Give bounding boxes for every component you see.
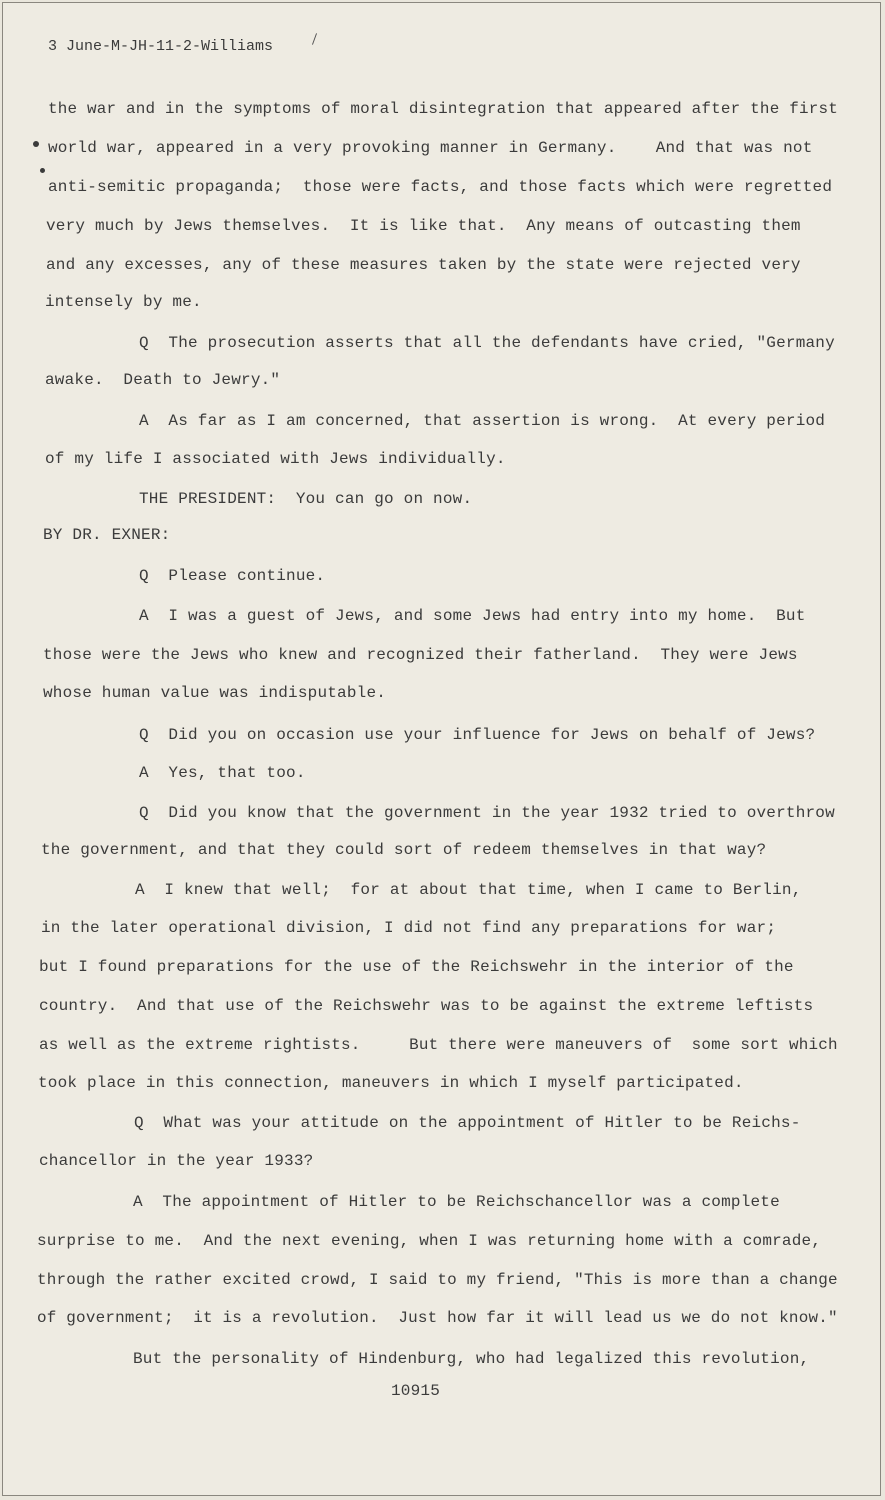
page-header: 3 June-M-JH-11-2-Williams [48,38,274,55]
text-line: intensely by me. [45,293,202,311]
text-line: very much by Jews themselves. It is like that. Any means of outcasting them [46,217,801,235]
text-line: as well as the extreme rightists. But there were maneuvers of some sort which [39,1036,838,1054]
text-line: surprise to me. And the next evening, when I was returning home with a comrade, [37,1232,822,1250]
text-line: whose human value was indisputable. [43,684,387,702]
text-line: country. And that use of the Reichswehr was to be against the extreme leftists [39,997,814,1015]
president-line: THE PRESIDENT: You can go on now. [139,490,473,508]
text-line: those were the Jews who knew and recognized their fatherland. They were Jews [43,646,798,664]
question-line: Q What was your attitude on the appointment of Hitler to be Reichs- [134,1114,801,1132]
text-line: took place in this connection, maneuvers in which I myself participated. [38,1074,744,1092]
page-number: 10915 [391,1382,441,1400]
answer-line: A Yes, that too. [139,764,306,782]
text-line: through the rather excited crowd, I said to my friend, "This is more than a change [37,1271,838,1289]
text-line: of my life I associated with Jews individually. [45,450,506,468]
text-line: world war, appeared in a very provoking manner in Germany. And that was not [48,139,813,157]
text-line: the war and in the symptoms of moral disintegration that appeared after the first [48,100,838,118]
text-line: but I found preparations for the use of the Reichswehr in the interior of the [39,958,794,976]
question-line: Q The prosecution asserts that all the defendants have cried, "Germany [139,334,835,352]
question-line: Q Please continue. [139,567,326,585]
answer-line: A I was a guest of Jews, and some Jews had entry into my home. But [139,607,806,625]
document-page [2,2,881,1496]
text-line: But the personality of Hindenburg, who had legalized this revolution, [133,1350,810,1368]
text-line: awake. Death to Jewry." [45,371,281,389]
question-line: Q Did you know that the government in the year 1932 tried to overthrow [139,804,835,822]
answer-line: A The appointment of Hitler to be Reichschancellor was a complete [133,1193,780,1211]
text-line: the government, and that they could sort of redeem themselves in that way? [41,841,767,859]
text-line: chancellor in the year 1933? [39,1152,314,1170]
answer-line: A I knew that well; for at about that time, when I came to Berlin, [135,881,802,899]
margin-dot-mark [33,141,39,147]
speaker-line: BY DR. EXNER: [43,526,171,544]
text-line: in the later operational division, I did not find any preparations for war; [41,919,777,937]
text-line: and any excesses, any of these measures taken by the state were rejected very [46,256,801,274]
pen-mark [312,33,317,45]
answer-line: A As far as I am concerned, that assertion is wrong. At every period [139,412,826,430]
question-line: Q Did you on occasion use your influence for Jews on behalf of Jews? [139,726,816,744]
text-line: of government; it is a revolution. Just how far it will lead us we do not know." [37,1309,838,1327]
margin-dot-mark [40,168,45,173]
text-line: anti-semitic propaganda; those were facts, and those facts which were regretted [48,178,833,196]
